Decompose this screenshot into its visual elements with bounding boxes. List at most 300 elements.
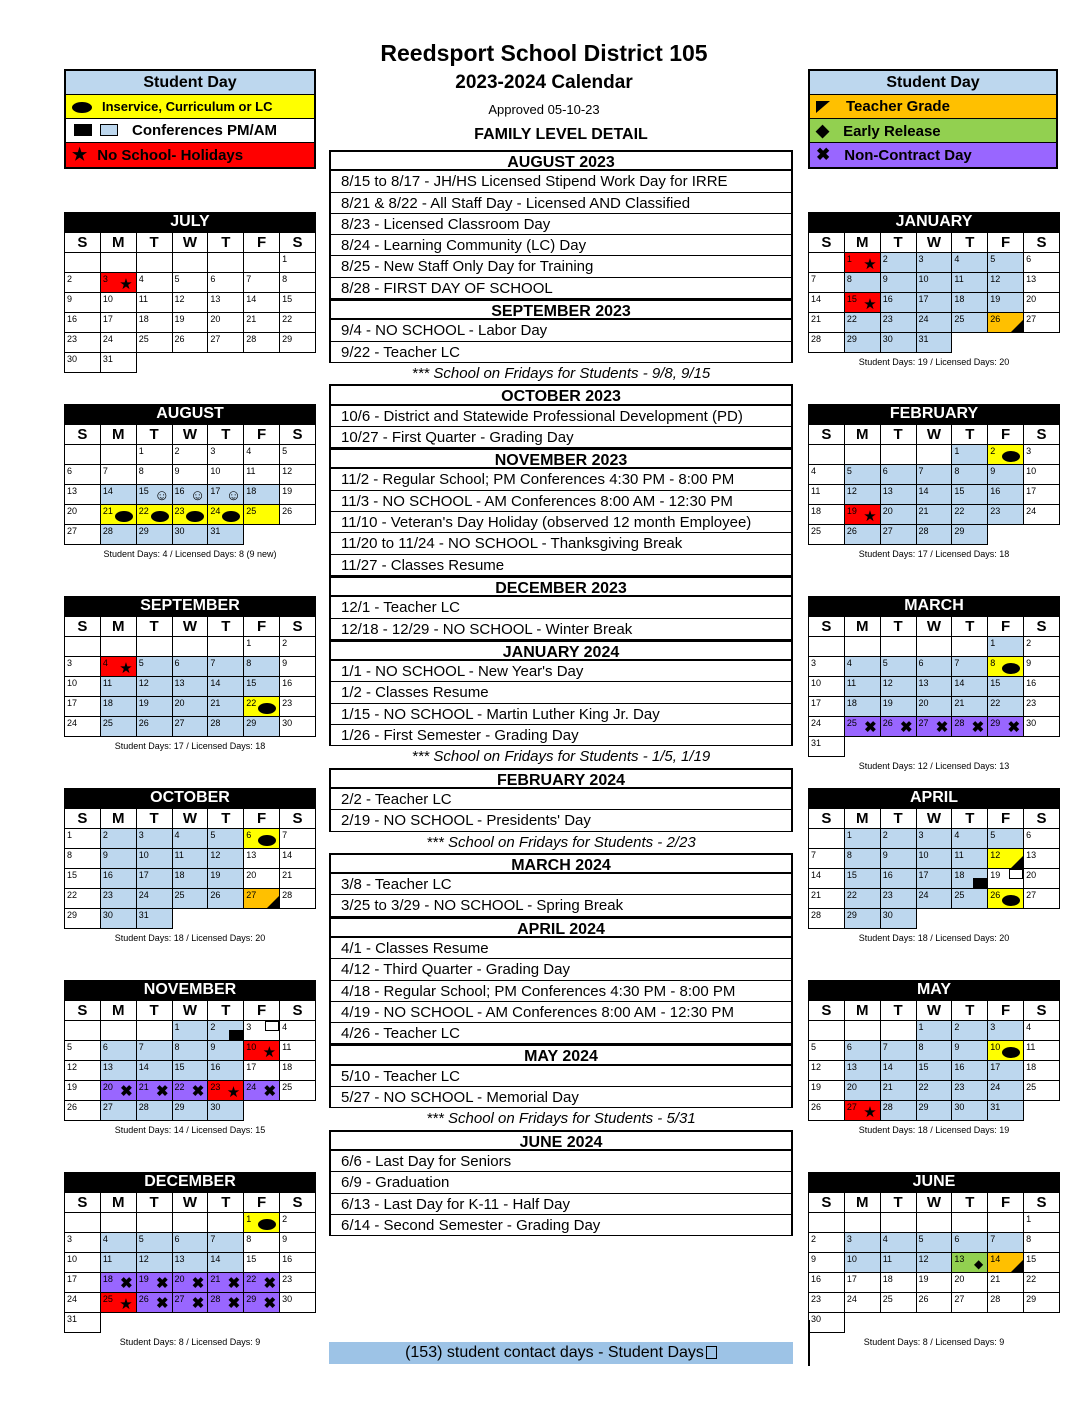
x-icon: ✖ — [971, 719, 985, 736]
x-icon: ✖ — [191, 1295, 205, 1312]
oval-icon — [115, 511, 133, 522]
day-number: 19 — [210, 870, 221, 880]
event-item: 10/27 - First Quarter - Grading Day — [329, 427, 793, 448]
day-number: 25 — [954, 890, 965, 900]
day-cell — [844, 849, 880, 869]
day-cell — [100, 1233, 136, 1253]
event-item: 6/13 - Last Day for K-11 - Half Day — [329, 1194, 793, 1215]
event-month-heading: JUNE 2024 — [329, 1130, 793, 1151]
day-number: 9 — [882, 274, 888, 284]
empty-cell — [244, 909, 280, 929]
weekday-header: W — [916, 1001, 952, 1021]
day-number: 13 — [846, 1062, 857, 1072]
event-month-heading: AUGUST 2023 — [329, 150, 793, 171]
day-cell — [280, 677, 316, 697]
day-number: 16 — [174, 486, 185, 496]
day-number: 20 — [918, 698, 929, 708]
day-number: 19 — [811, 1082, 822, 1092]
weekday-header: S — [809, 1001, 845, 1021]
day-cell — [809, 1233, 845, 1253]
weekday-header: S — [1024, 233, 1060, 253]
weekday-header: W — [916, 425, 952, 445]
day-cell — [208, 313, 244, 333]
day-cell — [916, 1293, 952, 1313]
day-cell — [244, 1273, 280, 1293]
month-header: MARCH — [808, 596, 1060, 616]
event-item: 9/4 - NO SCHOOL - Labor Day — [329, 320, 793, 341]
day-cell — [172, 889, 208, 909]
event-month-heading: MAY 2024 — [329, 1044, 793, 1065]
day-number: 17 — [102, 314, 113, 324]
day-number: 3 — [246, 1022, 252, 1032]
day-number: 19 — [67, 1082, 78, 1092]
weekday-header: F — [988, 809, 1024, 829]
day-cell — [988, 717, 1024, 737]
weekday-header: T — [880, 233, 916, 253]
day-cell — [880, 313, 916, 333]
day-cell — [952, 485, 988, 505]
event-note: *** School on Fridays for Students - 2/23 — [426, 833, 696, 851]
weekday-header: M — [844, 1001, 880, 1021]
day-number: 2 — [174, 446, 180, 456]
day-cell — [988, 465, 1024, 485]
day-cell — [280, 1213, 316, 1233]
calendar-july — [64, 212, 316, 373]
weekday-header: F — [244, 1001, 280, 1021]
day-number: 21 — [918, 506, 929, 516]
day-cell — [65, 717, 101, 737]
day-cell — [136, 333, 172, 353]
day-number: 16 — [882, 870, 893, 880]
star-icon: ★ — [863, 1104, 877, 1121]
legend-left — [64, 69, 316, 169]
day-cell — [172, 313, 208, 333]
day-cell — [988, 1041, 1024, 1061]
event-item: 8/15 to 8/17 - JH/HS Licensed Stipend Work Day for IRRE — [329, 171, 793, 192]
day-cell — [916, 293, 952, 313]
day-number: 18 — [174, 870, 185, 880]
day-number: 7 — [882, 1042, 888, 1052]
x-icon: ✖ — [864, 719, 877, 736]
day-number: 18 — [811, 506, 822, 516]
month-footer: Student Days: 17 / Licensed Days: 18 — [114, 741, 266, 751]
day-cell — [280, 1293, 316, 1313]
day-cell — [916, 829, 952, 849]
day-number: 11 — [102, 678, 113, 688]
day-number: 19 — [990, 870, 1001, 880]
day-cell — [172, 849, 208, 869]
day-number: 8 — [138, 466, 144, 476]
day-number: 18 — [954, 870, 965, 880]
day-cell — [280, 333, 316, 353]
weekday-header: T — [952, 617, 988, 637]
day-number: 7 — [210, 1234, 216, 1244]
day-cell — [136, 1273, 172, 1293]
day-cell — [136, 1081, 172, 1101]
weekday-header: W — [172, 233, 208, 253]
day-cell — [172, 445, 208, 465]
legend-inservice: Inservice, Curriculum or LC — [66, 95, 314, 119]
day-cell — [136, 505, 172, 525]
day-cell — [244, 1041, 280, 1061]
day-cell — [100, 333, 136, 353]
day-number: 20 — [174, 698, 185, 708]
empty-cell — [208, 909, 244, 929]
day-cell — [244, 1293, 280, 1313]
day-number: 22 — [990, 698, 1001, 708]
weekday-header: F — [988, 425, 1024, 445]
day-number: 22 — [846, 890, 857, 900]
month-footer: Student Days: 8 / Licensed Days: 9 — [863, 1337, 1005, 1347]
day-number: 31 — [138, 910, 149, 920]
day-number: 6 — [882, 466, 888, 476]
empty-cell — [280, 353, 316, 373]
day-number: 7 — [811, 274, 817, 284]
day-number: 5 — [918, 1234, 924, 1244]
day-number: 25 — [954, 314, 965, 324]
day-cell — [65, 293, 101, 313]
day-cell — [988, 505, 1024, 525]
empty-cell — [916, 909, 952, 929]
day-cell — [65, 353, 101, 373]
day-number: 2 — [282, 638, 288, 648]
empty-cell — [844, 1213, 880, 1233]
day-number: 4 — [138, 274, 144, 284]
day-cell — [844, 1293, 880, 1313]
day-number: 3 — [918, 254, 924, 264]
day-cell — [952, 657, 988, 677]
day-cell — [916, 1273, 952, 1293]
empty-cell — [916, 637, 952, 657]
day-cell — [809, 697, 845, 717]
empty-cell — [916, 737, 952, 757]
month-grid — [64, 808, 316, 929]
day-cell — [172, 1041, 208, 1061]
day-number: 20 — [102, 1082, 113, 1092]
month-header: JANUARY — [808, 212, 1060, 232]
weekday-header: S — [1024, 617, 1060, 637]
day-cell — [208, 293, 244, 313]
day-cell — [172, 273, 208, 293]
day-cell — [100, 697, 136, 717]
weekday-header: T — [880, 809, 916, 829]
day-cell — [809, 293, 845, 313]
event-note: *** School on Fridays for Students - 5/31 — [426, 1110, 696, 1128]
day-cell — [280, 717, 316, 737]
day-cell — [280, 869, 316, 889]
day-cell — [809, 333, 845, 353]
weekday-header: M — [100, 617, 136, 637]
month-header: JULY — [64, 212, 316, 232]
day-cell — [1024, 829, 1060, 849]
day-number: 9 — [954, 1042, 960, 1052]
empty-cell — [1024, 1313, 1060, 1333]
weekday-header: M — [844, 233, 880, 253]
day-cell — [172, 677, 208, 697]
day-cell — [844, 869, 880, 889]
day-number: 3 — [918, 830, 924, 840]
day-cell — [136, 677, 172, 697]
day-cell — [988, 869, 1024, 889]
day-cell — [208, 1041, 244, 1061]
day-number: 16 — [990, 486, 1001, 496]
day-cell — [952, 717, 988, 737]
weekday-header: F — [244, 425, 280, 445]
day-cell — [244, 1081, 280, 1101]
day-cell — [172, 465, 208, 485]
day-number: 3 — [138, 830, 144, 840]
empty-cell — [172, 353, 208, 373]
day-cell — [208, 1293, 244, 1313]
day-number: 20 — [1026, 870, 1037, 880]
day-cell — [988, 849, 1024, 869]
day-number: 16 — [811, 1274, 822, 1284]
x-icon: ✖ — [227, 1295, 241, 1312]
calendar-march — [808, 596, 1060, 771]
day-number: 4 — [846, 658, 852, 668]
event-item: 3/25 to 3/29 - NO SCHOOL - Spring Break — [329, 895, 793, 916]
day-number: 8 — [990, 658, 996, 668]
day-number: 10 — [990, 1042, 1001, 1052]
conference-am-icon — [265, 1021, 279, 1031]
empty-cell — [880, 737, 916, 757]
day-number: 17 — [246, 1062, 257, 1072]
day-number: 28 — [811, 910, 822, 920]
day-cell — [1024, 637, 1060, 657]
day-number: 11 — [1026, 1042, 1036, 1052]
day-cell — [952, 445, 988, 465]
day-number: 6 — [102, 1042, 108, 1052]
day-cell — [844, 909, 880, 929]
event-item: 6/9 - Graduation — [329, 1172, 793, 1193]
day-number: 9 — [1026, 658, 1032, 668]
day-cell — [65, 829, 101, 849]
day-cell — [1024, 485, 1060, 505]
day-number: 5 — [846, 466, 852, 476]
day-cell — [65, 1041, 101, 1061]
day-number: 7 — [954, 658, 960, 668]
day-cell — [244, 1061, 280, 1081]
day-cell — [952, 1041, 988, 1061]
day-cell — [844, 505, 880, 525]
day-cell — [916, 1233, 952, 1253]
empty-cell — [65, 1021, 101, 1041]
oval-icon — [258, 1219, 276, 1230]
month-grid — [64, 1000, 316, 1121]
day-cell — [916, 889, 952, 909]
day-number: 23 — [811, 1294, 822, 1304]
day-number: 25 — [1026, 1082, 1037, 1092]
day-number: 21 — [210, 1274, 221, 1284]
day-cell — [1024, 697, 1060, 717]
event-item: 4/18 - Regular School; PM Conferences 4:30 PM - 8:00 PM — [329, 981, 793, 1002]
day-number: 18 — [282, 1062, 293, 1072]
day-cell — [880, 485, 916, 505]
day-cell — [100, 465, 136, 485]
day-cell — [100, 485, 136, 505]
day-number: 8 — [246, 658, 252, 668]
day-cell — [136, 445, 172, 465]
day-cell — [172, 333, 208, 353]
day-cell — [244, 485, 280, 505]
day-number: 4 — [954, 830, 960, 840]
empty-cell — [208, 1213, 244, 1233]
empty-cell — [952, 909, 988, 929]
day-number: 30 — [102, 910, 113, 920]
day-cell — [65, 273, 101, 293]
day-number: 2 — [282, 1214, 288, 1224]
x-icon: ✖ — [1007, 719, 1021, 736]
day-cell — [809, 677, 845, 697]
day-cell — [809, 909, 845, 929]
day-number: 28 — [282, 890, 293, 900]
oval-icon — [1002, 451, 1020, 462]
day-number: 22 — [1026, 1274, 1037, 1284]
day-cell — [136, 1041, 172, 1061]
empty-cell — [280, 1313, 316, 1333]
day-cell — [880, 849, 916, 869]
day-cell — [136, 869, 172, 889]
day-cell — [952, 525, 988, 545]
weekday-header: W — [172, 617, 208, 637]
day-number: 16 — [210, 1062, 221, 1072]
day-number: 3 — [67, 658, 73, 668]
calendar-october — [64, 788, 316, 943]
day-cell — [844, 657, 880, 677]
x-icon: ✖ — [935, 719, 949, 736]
day-number: 22 — [846, 314, 857, 324]
day-number: 15 — [174, 1062, 185, 1072]
day-number: 29 — [918, 1102, 929, 1112]
event-item: 4/12 - Third Quarter - Grading Day — [329, 959, 793, 980]
empty-cell — [65, 445, 101, 465]
day-cell — [880, 697, 916, 717]
day-cell — [952, 505, 988, 525]
day-number: 10 — [67, 678, 78, 688]
day-number: 7 — [811, 850, 817, 860]
day-number: 22 — [246, 1274, 257, 1284]
day-number: 17 — [67, 698, 78, 708]
day-cell — [208, 465, 244, 485]
day-cell — [100, 505, 136, 525]
day-number: 10 — [918, 274, 929, 284]
day-cell — [100, 717, 136, 737]
event-note: *** School on Fridays for Students - 1/5, 1/19 — [411, 748, 711, 766]
day-number: 28 — [954, 718, 965, 728]
legend-non-contract: ✖ Non-Contract Day — [810, 143, 1056, 167]
day-cell — [988, 1101, 1024, 1121]
month-grid — [808, 424, 1060, 545]
day-cell — [809, 1061, 845, 1081]
approved-date: Approved 05-10-23 — [488, 102, 600, 117]
weekday-header: M — [100, 1001, 136, 1021]
oval-icon — [1002, 663, 1020, 674]
day-number: 5 — [882, 658, 888, 668]
empty-cell — [136, 1021, 172, 1041]
day-number: 11 — [882, 1254, 893, 1264]
empty-cell — [916, 445, 952, 465]
empty-cell — [172, 1213, 208, 1233]
day-number: 7 — [282, 830, 288, 840]
day-number: 9 — [990, 466, 996, 476]
empty-cell — [244, 525, 280, 545]
weekday-header: S — [65, 233, 101, 253]
day-cell — [952, 697, 988, 717]
day-cell — [136, 1061, 172, 1081]
weekday-header: T — [136, 1193, 172, 1213]
star-icon: ★ — [72, 145, 88, 164]
day-cell — [952, 1021, 988, 1041]
month-footer: Student Days: 4 / Licensed Days: 8 (9 new) — [103, 549, 277, 559]
weekday-header: W — [916, 1193, 952, 1213]
day-number: 24 — [67, 1294, 78, 1304]
event-item: 4/26 - Teacher LC — [329, 1023, 793, 1044]
day-number: 1 — [174, 1022, 180, 1032]
day-number: 28 — [210, 1294, 221, 1304]
day-number: 21 — [811, 314, 822, 324]
day-number: 8 — [246, 1234, 252, 1244]
day-number: 30 — [210, 1102, 221, 1112]
weekday-header: T — [952, 809, 988, 829]
day-cell — [100, 1081, 136, 1101]
day-number: 8 — [174, 1042, 180, 1052]
day-number: 13 — [174, 1254, 185, 1264]
smiley-icon: ☺ — [154, 487, 170, 504]
day-number: 10 — [811, 678, 822, 688]
empty-cell — [1024, 737, 1060, 757]
triangle-icon — [267, 896, 279, 908]
day-cell — [952, 313, 988, 333]
day-number: 3 — [1026, 446, 1032, 456]
day-cell — [172, 505, 208, 525]
day-cell — [916, 717, 952, 737]
event-item: 12/1 - Teacher LC — [329, 597, 793, 618]
empty-cell — [244, 1101, 280, 1121]
weekday-header: F — [244, 1193, 280, 1213]
event-item: 8/24 - Learning Community (LC) Day — [329, 235, 793, 256]
x-icon: ✖ — [263, 1083, 277, 1100]
month-footer: Student Days: 17 / Licensed Days: 18 — [858, 549, 1010, 559]
day-cell — [208, 445, 244, 465]
day-cell — [988, 1273, 1024, 1293]
day-cell — [988, 1293, 1024, 1313]
day-number: 18 — [1026, 1062, 1037, 1072]
day-cell — [280, 889, 316, 909]
day-number: 20 — [882, 506, 893, 516]
day-cell — [244, 1253, 280, 1273]
empty-cell — [172, 253, 208, 273]
weekday-header: M — [844, 425, 880, 445]
day-cell — [916, 253, 952, 273]
day-number: 9 — [67, 294, 73, 304]
day-number: 15 — [846, 294, 857, 304]
weekday-header: W — [172, 1001, 208, 1021]
day-number: 1 — [918, 1022, 924, 1032]
empty-cell — [1024, 525, 1060, 545]
day-number: 27 — [174, 718, 185, 728]
empty-cell — [208, 253, 244, 273]
empty-cell — [136, 1213, 172, 1233]
day-cell — [952, 1233, 988, 1253]
day-cell — [100, 1253, 136, 1273]
day-number: 17 — [990, 1062, 1001, 1072]
event-month-heading: MARCH 2024 — [329, 853, 793, 874]
day-number: 1 — [954, 446, 960, 456]
day-cell — [844, 697, 880, 717]
day-number: 5 — [811, 1042, 817, 1052]
day-number: 16 — [954, 1062, 965, 1072]
events-list — [329, 150, 793, 1236]
